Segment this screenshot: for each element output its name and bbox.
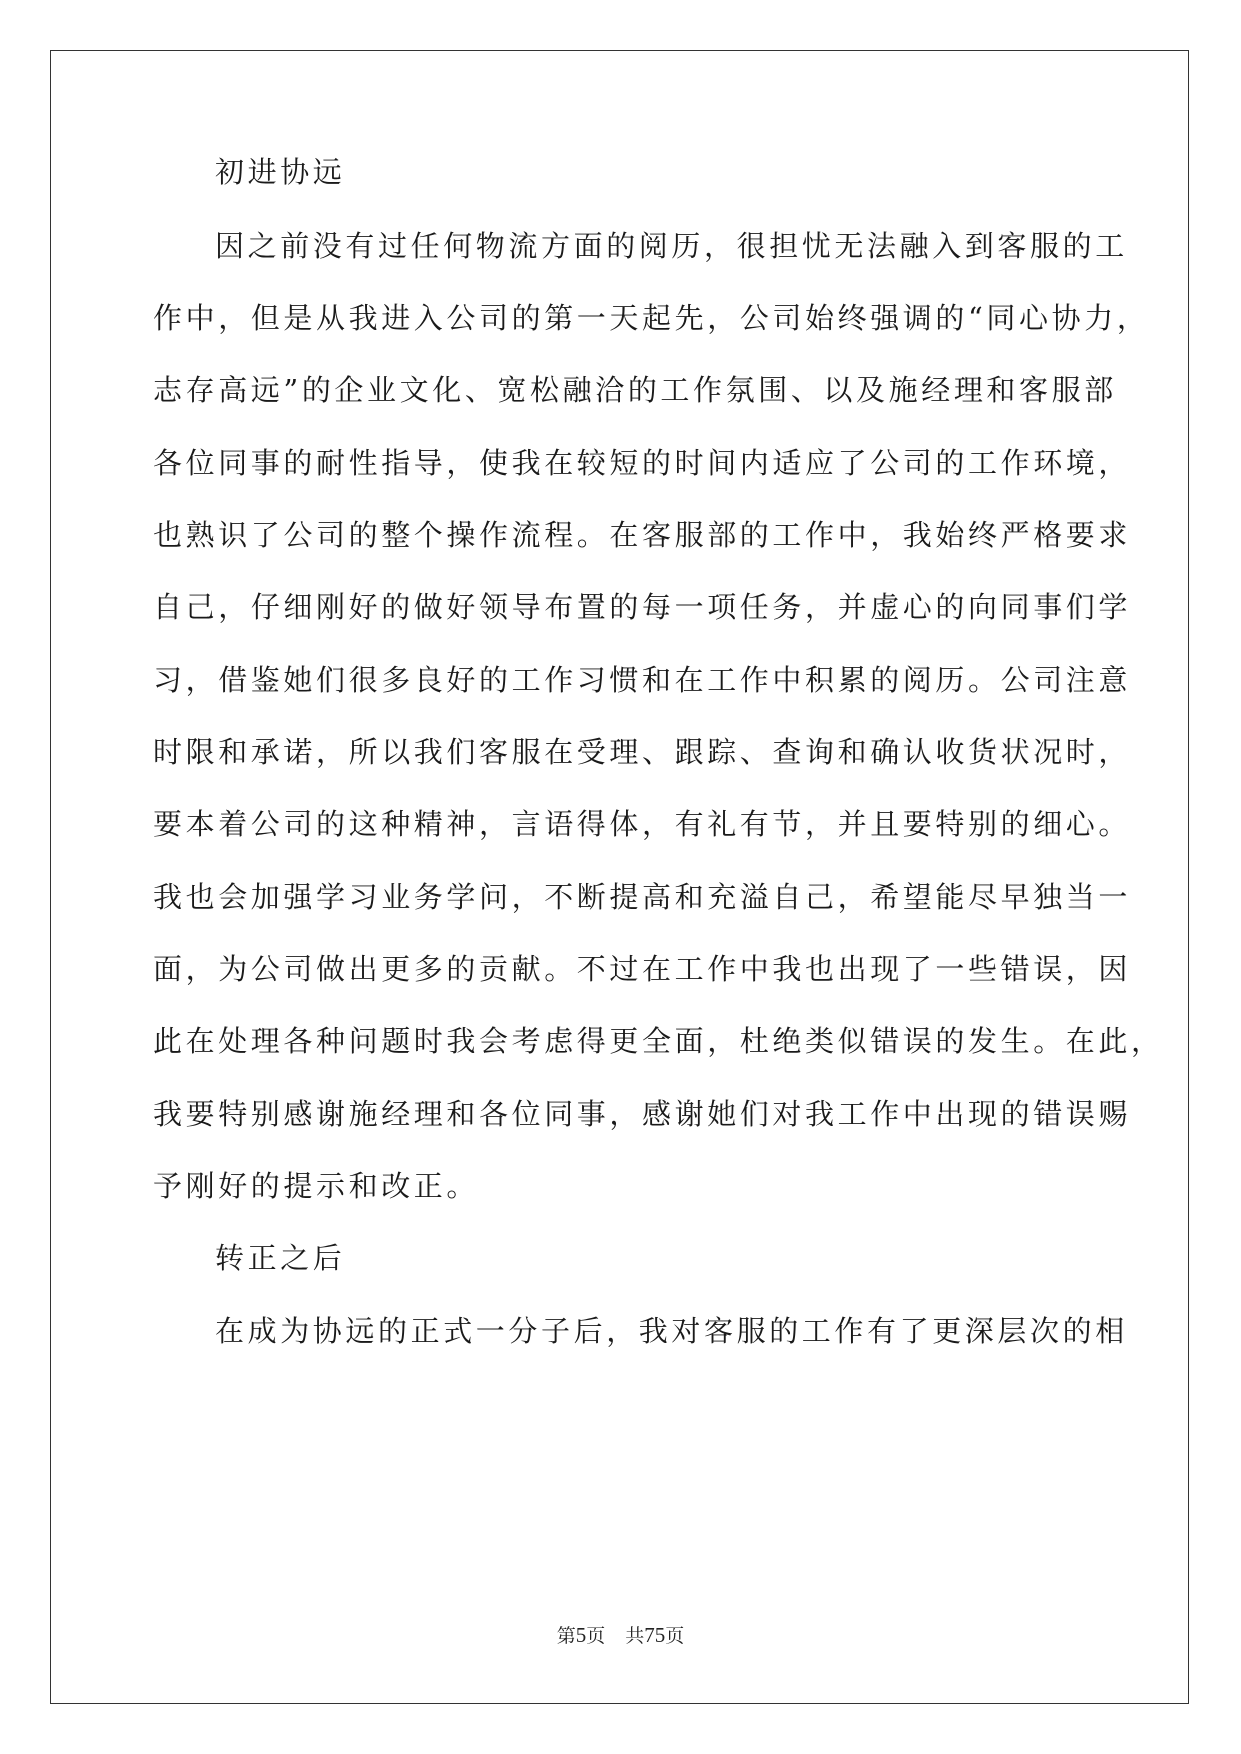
section-heading-zhuanzheng: 转正之后 [215,1241,346,1275]
body-line: 习，借鉴她们很多良好的工作习惯和在工作中积累的阅历。公司注意 [153,663,1132,697]
body-line: 我要特别感谢施经理和各位同事，感谢她们对我工作中出现的错误赐 [153,1097,1132,1131]
body-line: 各位同事的耐性指导，使我在较短的时间内适应了公司的工作环境， [153,446,1132,480]
body-line: 因之前没有过任何物流方面的阅历，很担忧无法融入到客服的工 [215,229,1128,263]
body-line: 也熟识了公司的整个操作流程。在客服部的工作中，我始终严格要求 [153,518,1132,552]
body-line: 我也会加强学习业务学问，不断提高和充溢自己，希望能尽早独当一 [153,880,1132,914]
footer-page-number: 5 [575,1623,587,1647]
body-line: 时限和承诺，所以我们客服在受理、跟踪、查询和确认收货状况时， [153,735,1132,769]
body-line: 自己，仔细刚好的做好领导布置的每一项任务，并虚心的向同事们学 [153,590,1132,624]
body-line: 作中，但是从我进入公司的第一天起先，公司始终强调的“同心协力， [153,301,1150,335]
section-heading-chujin: 初进协远 [215,155,346,189]
page-footer [0,1623,1241,1648]
body-line: 面，为公司做出更多的贡献。不过在工作中我也出现了一些错误，因 [153,952,1132,986]
body-line: 在成为协远的正式一分子后，我对客服的工作有了更深层次的相 [215,1314,1128,1348]
body-line: 此在处理各种问题时我会考虑得更全面，杜绝类似错误的发生。在此， [153,1024,1164,1058]
footer-page-suffix: 页 [586,1625,606,1647]
body-line: 要本着公司的这种精神，言语得体，有礼有节，并且要特别的细心。 [153,807,1132,841]
footer-total-pages: 75 [644,1623,666,1647]
footer-total-suffix: 页 [665,1625,685,1647]
body-line: 志存高远”的企业文化、宽松融洽的工作氛围、以及施经理和客服部 [153,373,1117,407]
footer-page-prefix: 第 [556,1625,576,1647]
body-line: 予刚好的提示和改正。 [153,1169,480,1203]
footer-total-prefix: 共 [625,1625,645,1647]
